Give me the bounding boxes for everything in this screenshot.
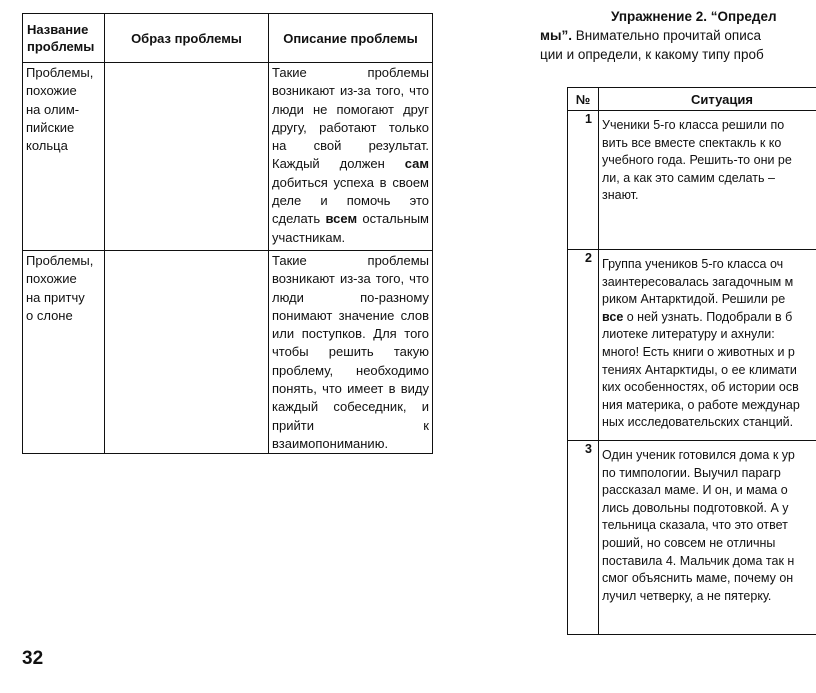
problems-table — [22, 13, 433, 454]
header-problem-name: Название проблемы — [23, 14, 105, 63]
header-number: № — [568, 88, 599, 111]
exercise-instructions: мы”. Внимательно прочитай описа — [540, 28, 762, 43]
header-problem-description: Описание проблемы — [269, 14, 433, 63]
right-page — [540, 0, 816, 693]
situations-table — [567, 87, 816, 635]
table-row — [568, 441, 816, 635]
problem-name-cell: Проблемы, похожие на притчу о слоне — [23, 251, 105, 454]
table-header-row — [568, 88, 816, 111]
problem-description-cell: Такие проблемы возникают из-за того, что люди не помогают друг другу, работают только на свой результат. Каждый должен сам добиться успеха в своем деле и помочь это сделать всем остальным участникам. — [269, 63, 433, 251]
problem-image-cell — [105, 251, 269, 454]
table-row — [23, 63, 433, 251]
header-problem-image: Образ проблемы — [105, 14, 269, 63]
table-row — [568, 250, 816, 441]
table-header-row — [23, 14, 433, 63]
header-situation: Ситуация — [599, 88, 816, 111]
exercise-title: Упражнение 2. “Определ — [611, 9, 777, 24]
problem-description-cell: Такие проблемы возникают из-за того, что люди по-разному понимают значение слов или поступков. Для того чтобы решить такую проблему, необходимо понять, что имеет в виду каждый собеседник, и прийти к взаимопониманию. — [269, 251, 433, 454]
exercise-heading — [540, 7, 816, 64]
situation-text: Группа учеников 5-го класса оч заинтересовалась загадочным м риком Антарктидой. Решили ре все о ней узнать. Подобрали в б лиотеке литературу и ахнули: много! Есть книги о животных и р тениях Антарктиды, о ее климати ких особенностях, об истории осв ния материка, о работе междунар ных исследовательских станций. — [599, 250, 816, 441]
exercise-instructions-cont: ции и определи, к какому типу проб — [540, 47, 764, 62]
page-number: 32 — [22, 648, 44, 669]
situation-text: Ученики 5-го класса решили по вить все вместе спектакль к ко учебного года. Решить-то они ре ли, а как это самим сделать – знают. — [599, 111, 816, 250]
table-row — [568, 111, 816, 250]
problem-image-cell — [105, 63, 269, 251]
table-row — [23, 251, 433, 454]
situation-number: 3 — [568, 441, 599, 635]
situation-number: 2 — [568, 250, 599, 441]
situation-number: 1 — [568, 111, 599, 250]
problem-name-cell: Проблемы, похожие на олим- пийские кольца — [23, 63, 105, 251]
situation-text: Один ученик готовился дома к ур по тимпологии. Выучил парагр рассказал маме. И он, и мама о лись довольны подготовкой. А у тельница сказала, что это ответ роший, но совсем не отличны поставила 4. Мальчик дома так н смог объяснить маме, почему он лучил четверку, а не пятерку. — [599, 441, 816, 635]
